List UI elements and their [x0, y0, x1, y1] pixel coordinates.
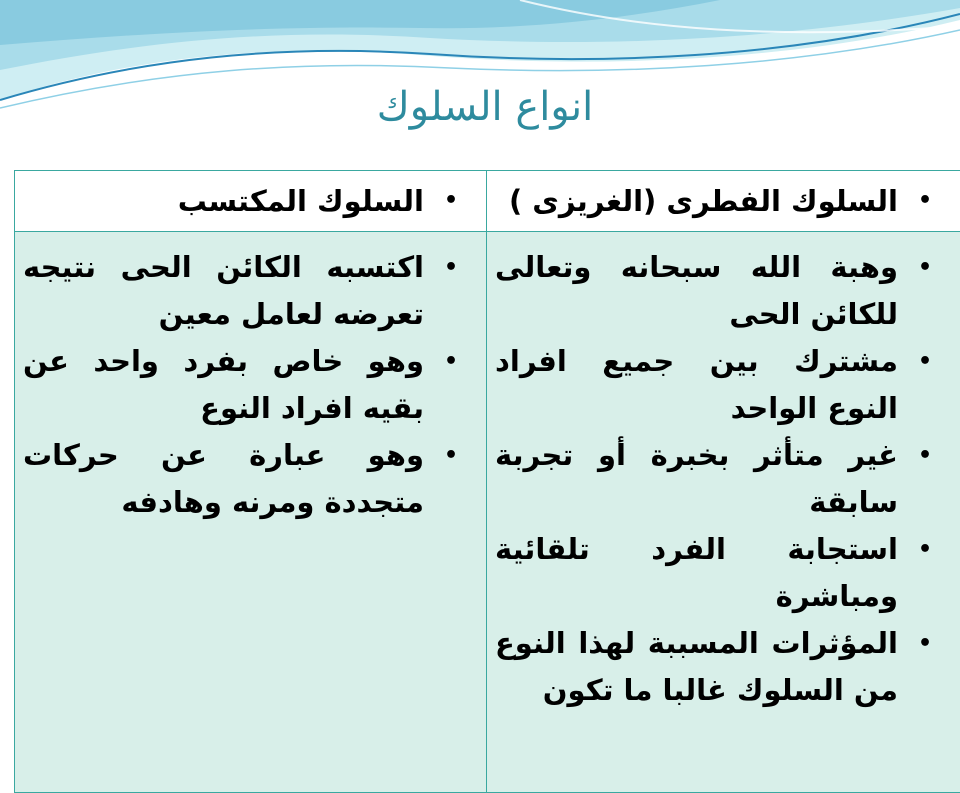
bullet-icon: •: [444, 432, 458, 479]
bullet-icon: •: [918, 526, 932, 573]
header-innate-label: السلوك الفطرى (الغريزى ): [509, 184, 898, 218]
bullet-icon: •: [918, 244, 932, 291]
bullet-icon: •: [918, 432, 932, 479]
list-item-text: المؤثرات المسببة لهذا النوع من السلوك غالبا ما تكون: [495, 626, 898, 707]
list-item-text: اكتسبه الكائن الحى نتيجه تعرضه لعامل معين: [23, 250, 424, 331]
list-item-text: وهو عبارة عن حركات متجددة ومرنه وهادفه: [23, 438, 424, 519]
body-cell-innate: [487, 232, 960, 793]
body-cell-acquired: [15, 232, 487, 793]
list-item: [495, 432, 960, 526]
bullet-icon: •: [918, 171, 932, 231]
table-header-row: [15, 171, 960, 232]
bullet-icon: •: [444, 338, 458, 385]
list-item-text: غير متأثر بخبرة أو تجربة سابقة: [495, 438, 898, 519]
list-item: [23, 338, 486, 432]
table-body-row: [15, 232, 960, 793]
list-item-text: استجابة الفرد تلقائية ومباشرة: [495, 532, 898, 613]
bullet-icon: •: [918, 620, 932, 667]
header-acquired: [23, 171, 486, 231]
list-item: [23, 432, 486, 526]
list-item-text: وهو خاص بفرد واحد عن بقيه افراد النوع: [23, 344, 424, 425]
header-acquired-label: السلوك المكتسب: [178, 184, 424, 218]
header-cell-innate: [487, 171, 960, 232]
slide-title: انواع السلوك: [0, 84, 960, 130]
header-cell-acquired: [15, 171, 487, 232]
list-item: [495, 244, 960, 338]
bullet-icon: •: [444, 171, 458, 231]
list-item-text: مشترك بين جميع افراد النوع الواحد: [495, 344, 898, 425]
list-item: [495, 526, 960, 620]
behavior-types-table: [14, 170, 960, 793]
list-item: [495, 338, 960, 432]
list-item: [23, 244, 486, 338]
header-innate: [495, 171, 960, 231]
bullet-icon: •: [444, 244, 458, 291]
list-item-text: وهبة الله سبحانه وتعالى للكائن الحى: [495, 250, 898, 331]
bullet-icon: •: [918, 338, 932, 385]
list-item: [495, 620, 960, 714]
